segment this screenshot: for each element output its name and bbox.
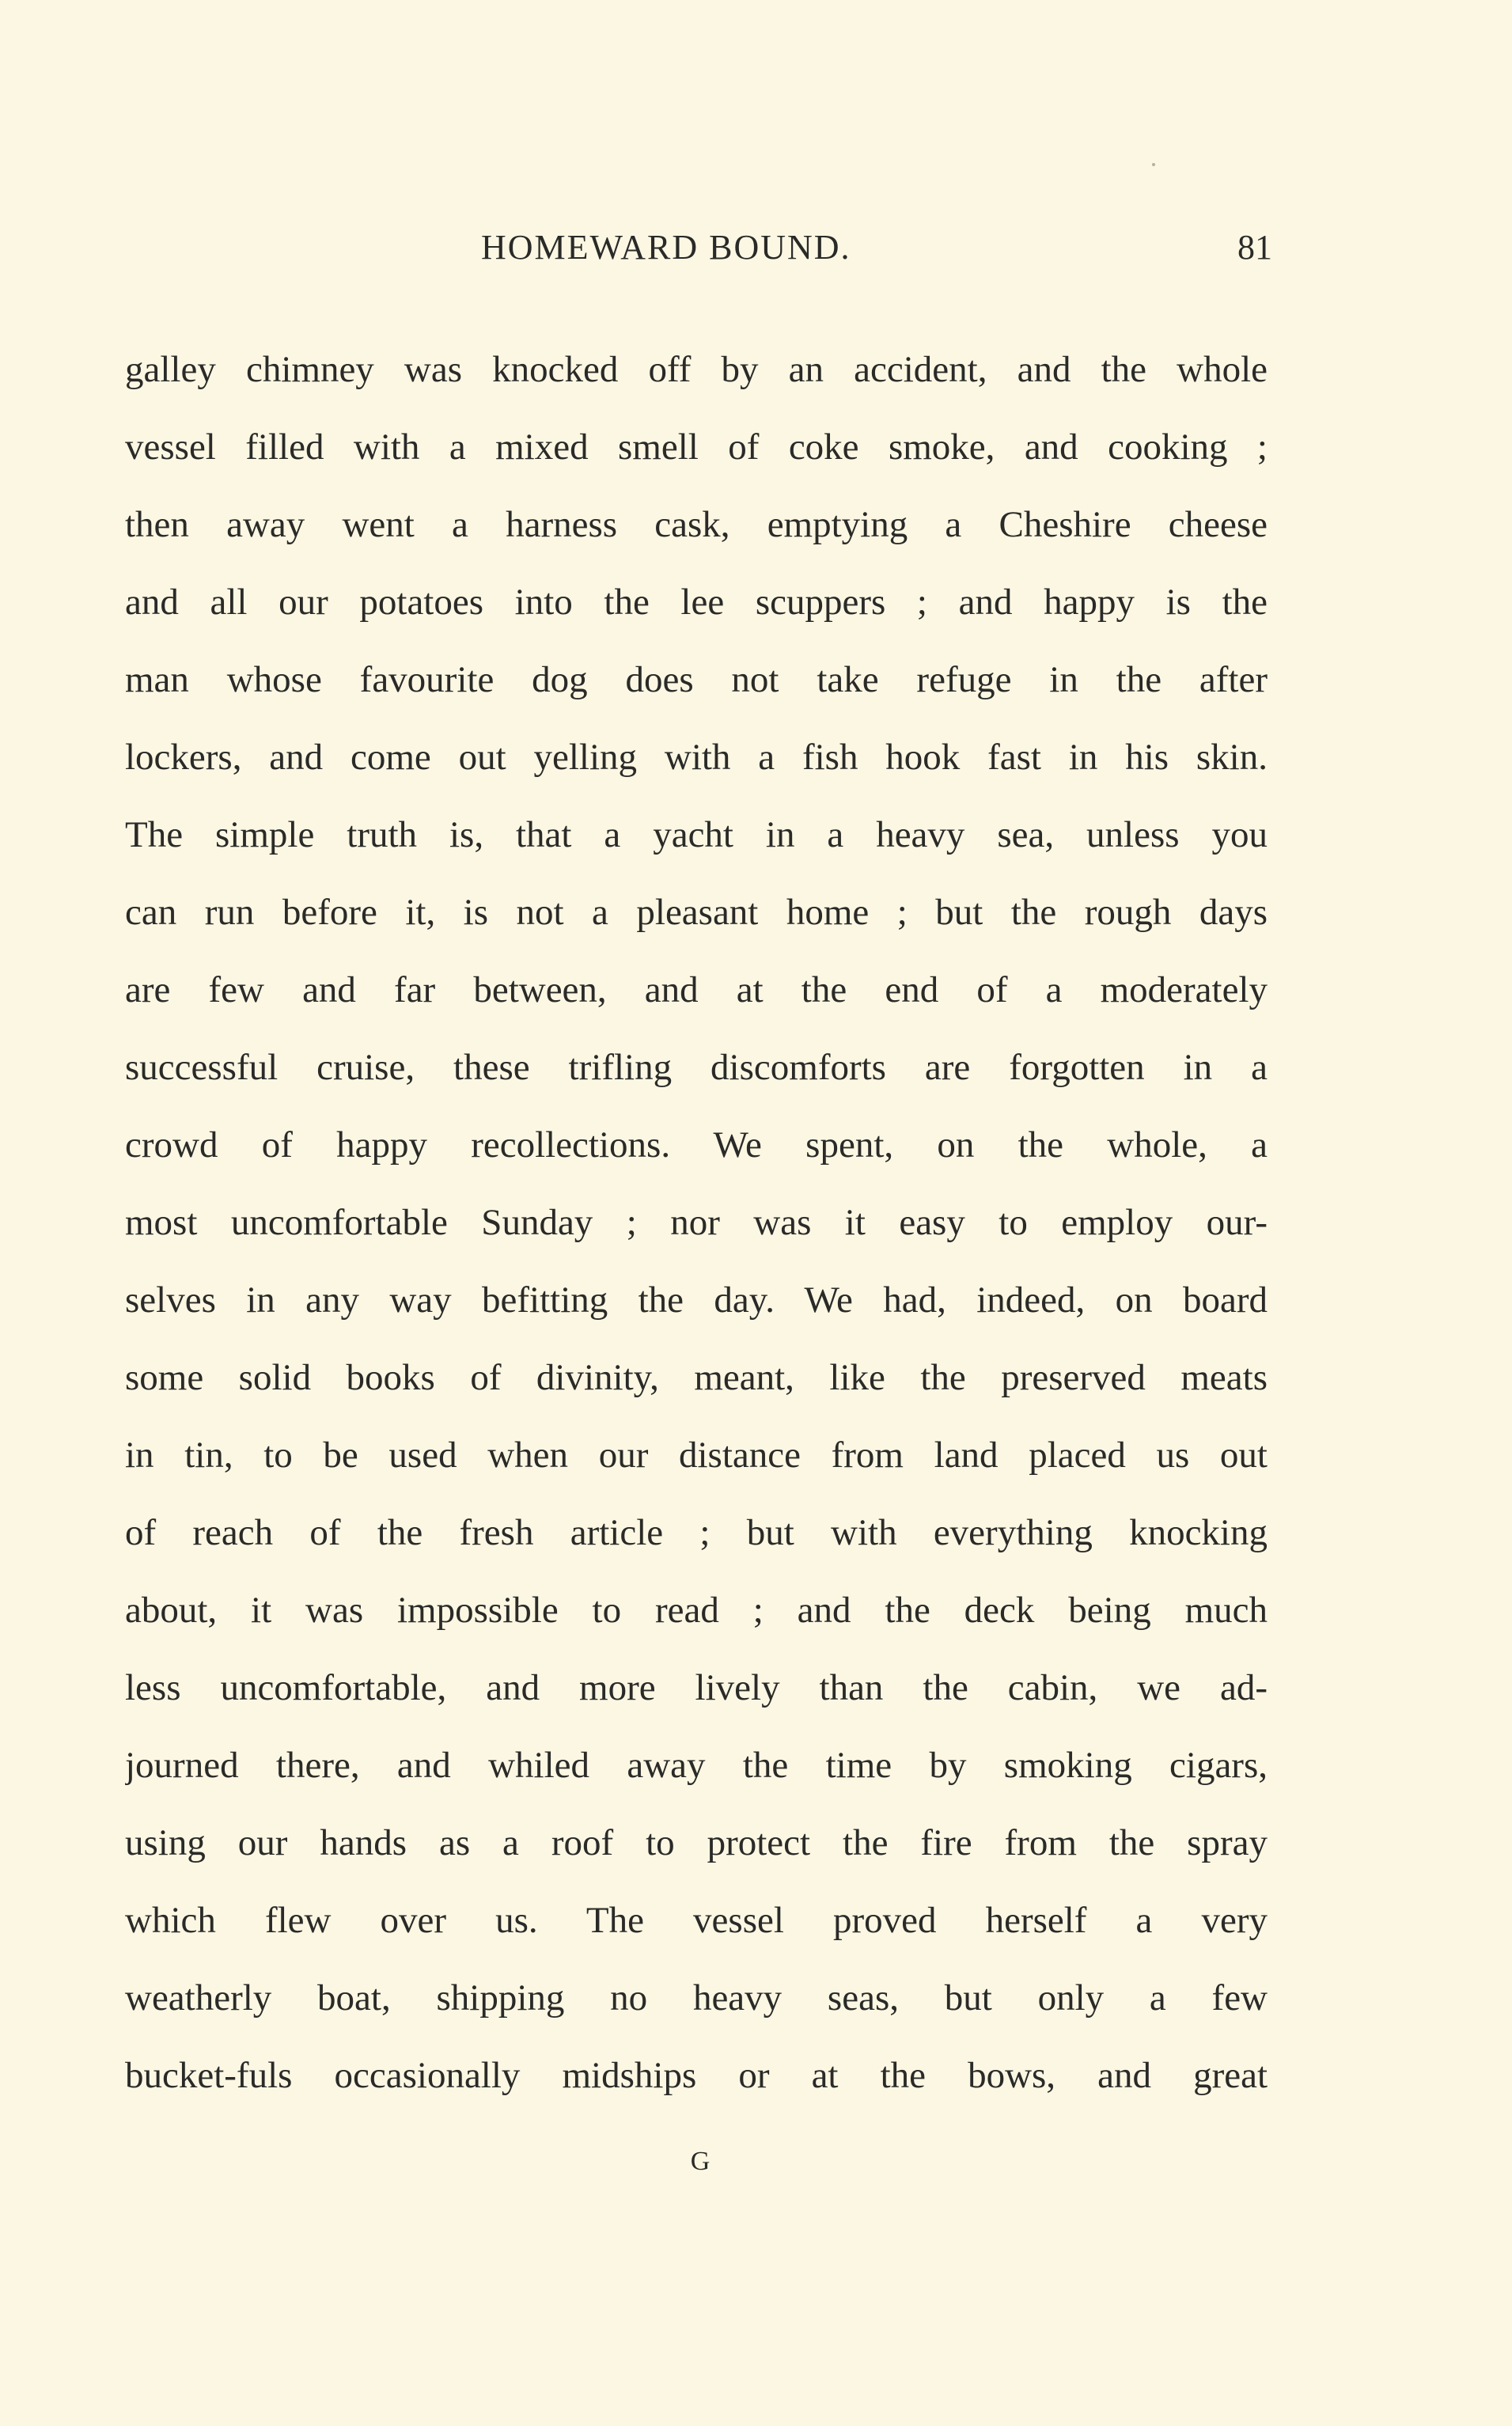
body-text — [125, 331, 1268, 2114]
text-line: and all our potatoes into the lee scuppers ; and happy is the — [125, 582, 1268, 623]
page-number: 81 — [1237, 228, 1272, 267]
text-line: The simple truth is, that a yacht in a heavy sea, unless you — [125, 814, 1268, 855]
text-line: in tin, to be used when our distance from land placed us out — [125, 1435, 1268, 1476]
text-line: less uncomfortable, and more lively than the cabin, we ad- — [125, 1667, 1268, 1708]
running-head — [0, 224, 1512, 271]
text-line: of reach of the fresh article ; but with everything knocking — [125, 1512, 1268, 1553]
text-line: man whose favourite dog does not take refuge in the after — [125, 659, 1268, 700]
text-line: lockers, and come out yelling with a fish hook fast in his skin. — [125, 737, 1268, 778]
text-line: which flew over us. The vessel proved herself a very — [125, 1900, 1268, 1941]
text-line: galley chimney was knocked off by an accident, and the whole — [125, 349, 1268, 390]
text-line: weatherly boat, shipping no heavy seas, but only a few — [125, 1977, 1268, 2019]
text-line: crowd of happy recollections. We spent, on the whole, a — [125, 1124, 1268, 1166]
signature-mark: G — [690, 2147, 711, 2176]
text-line: bucket-fuls occasionally midships or at the bows, and great — [125, 2055, 1268, 2096]
text-line: successful cruise, these trifling discomforts are forgotten in a — [125, 1047, 1268, 1088]
text-line: vessel filled with a mixed smell of coke smoke, and cooking ; — [125, 426, 1268, 468]
text-line: can run before it, is not a pleasant home ; but the rough days — [125, 892, 1268, 933]
text-line: some solid books of divinity, meant, like the preserved meats — [125, 1357, 1268, 1398]
ink-speck — [1152, 163, 1155, 166]
text-line: are few and far between, and at the end of a moderately — [125, 969, 1268, 1010]
text-line: journed there, and whiled away the time by smoking cigars, — [125, 1745, 1268, 1786]
text-line: most uncomfortable Sunday ; nor was it easy to employ our- — [125, 1202, 1268, 1243]
text-line: then away went a harness cask, emptying a Cheshire cheese — [125, 504, 1268, 545]
text-line: selves in any way befitting the day. We had, indeed, on board — [125, 1279, 1268, 1321]
text-line: about, it was impossible to read ; and the deck being much — [125, 1590, 1268, 1631]
running-head-title: HOMEWARD BOUND. — [481, 228, 851, 267]
text-line: using our hands as a roof to protect the fire from the spray — [125, 1822, 1268, 1863]
